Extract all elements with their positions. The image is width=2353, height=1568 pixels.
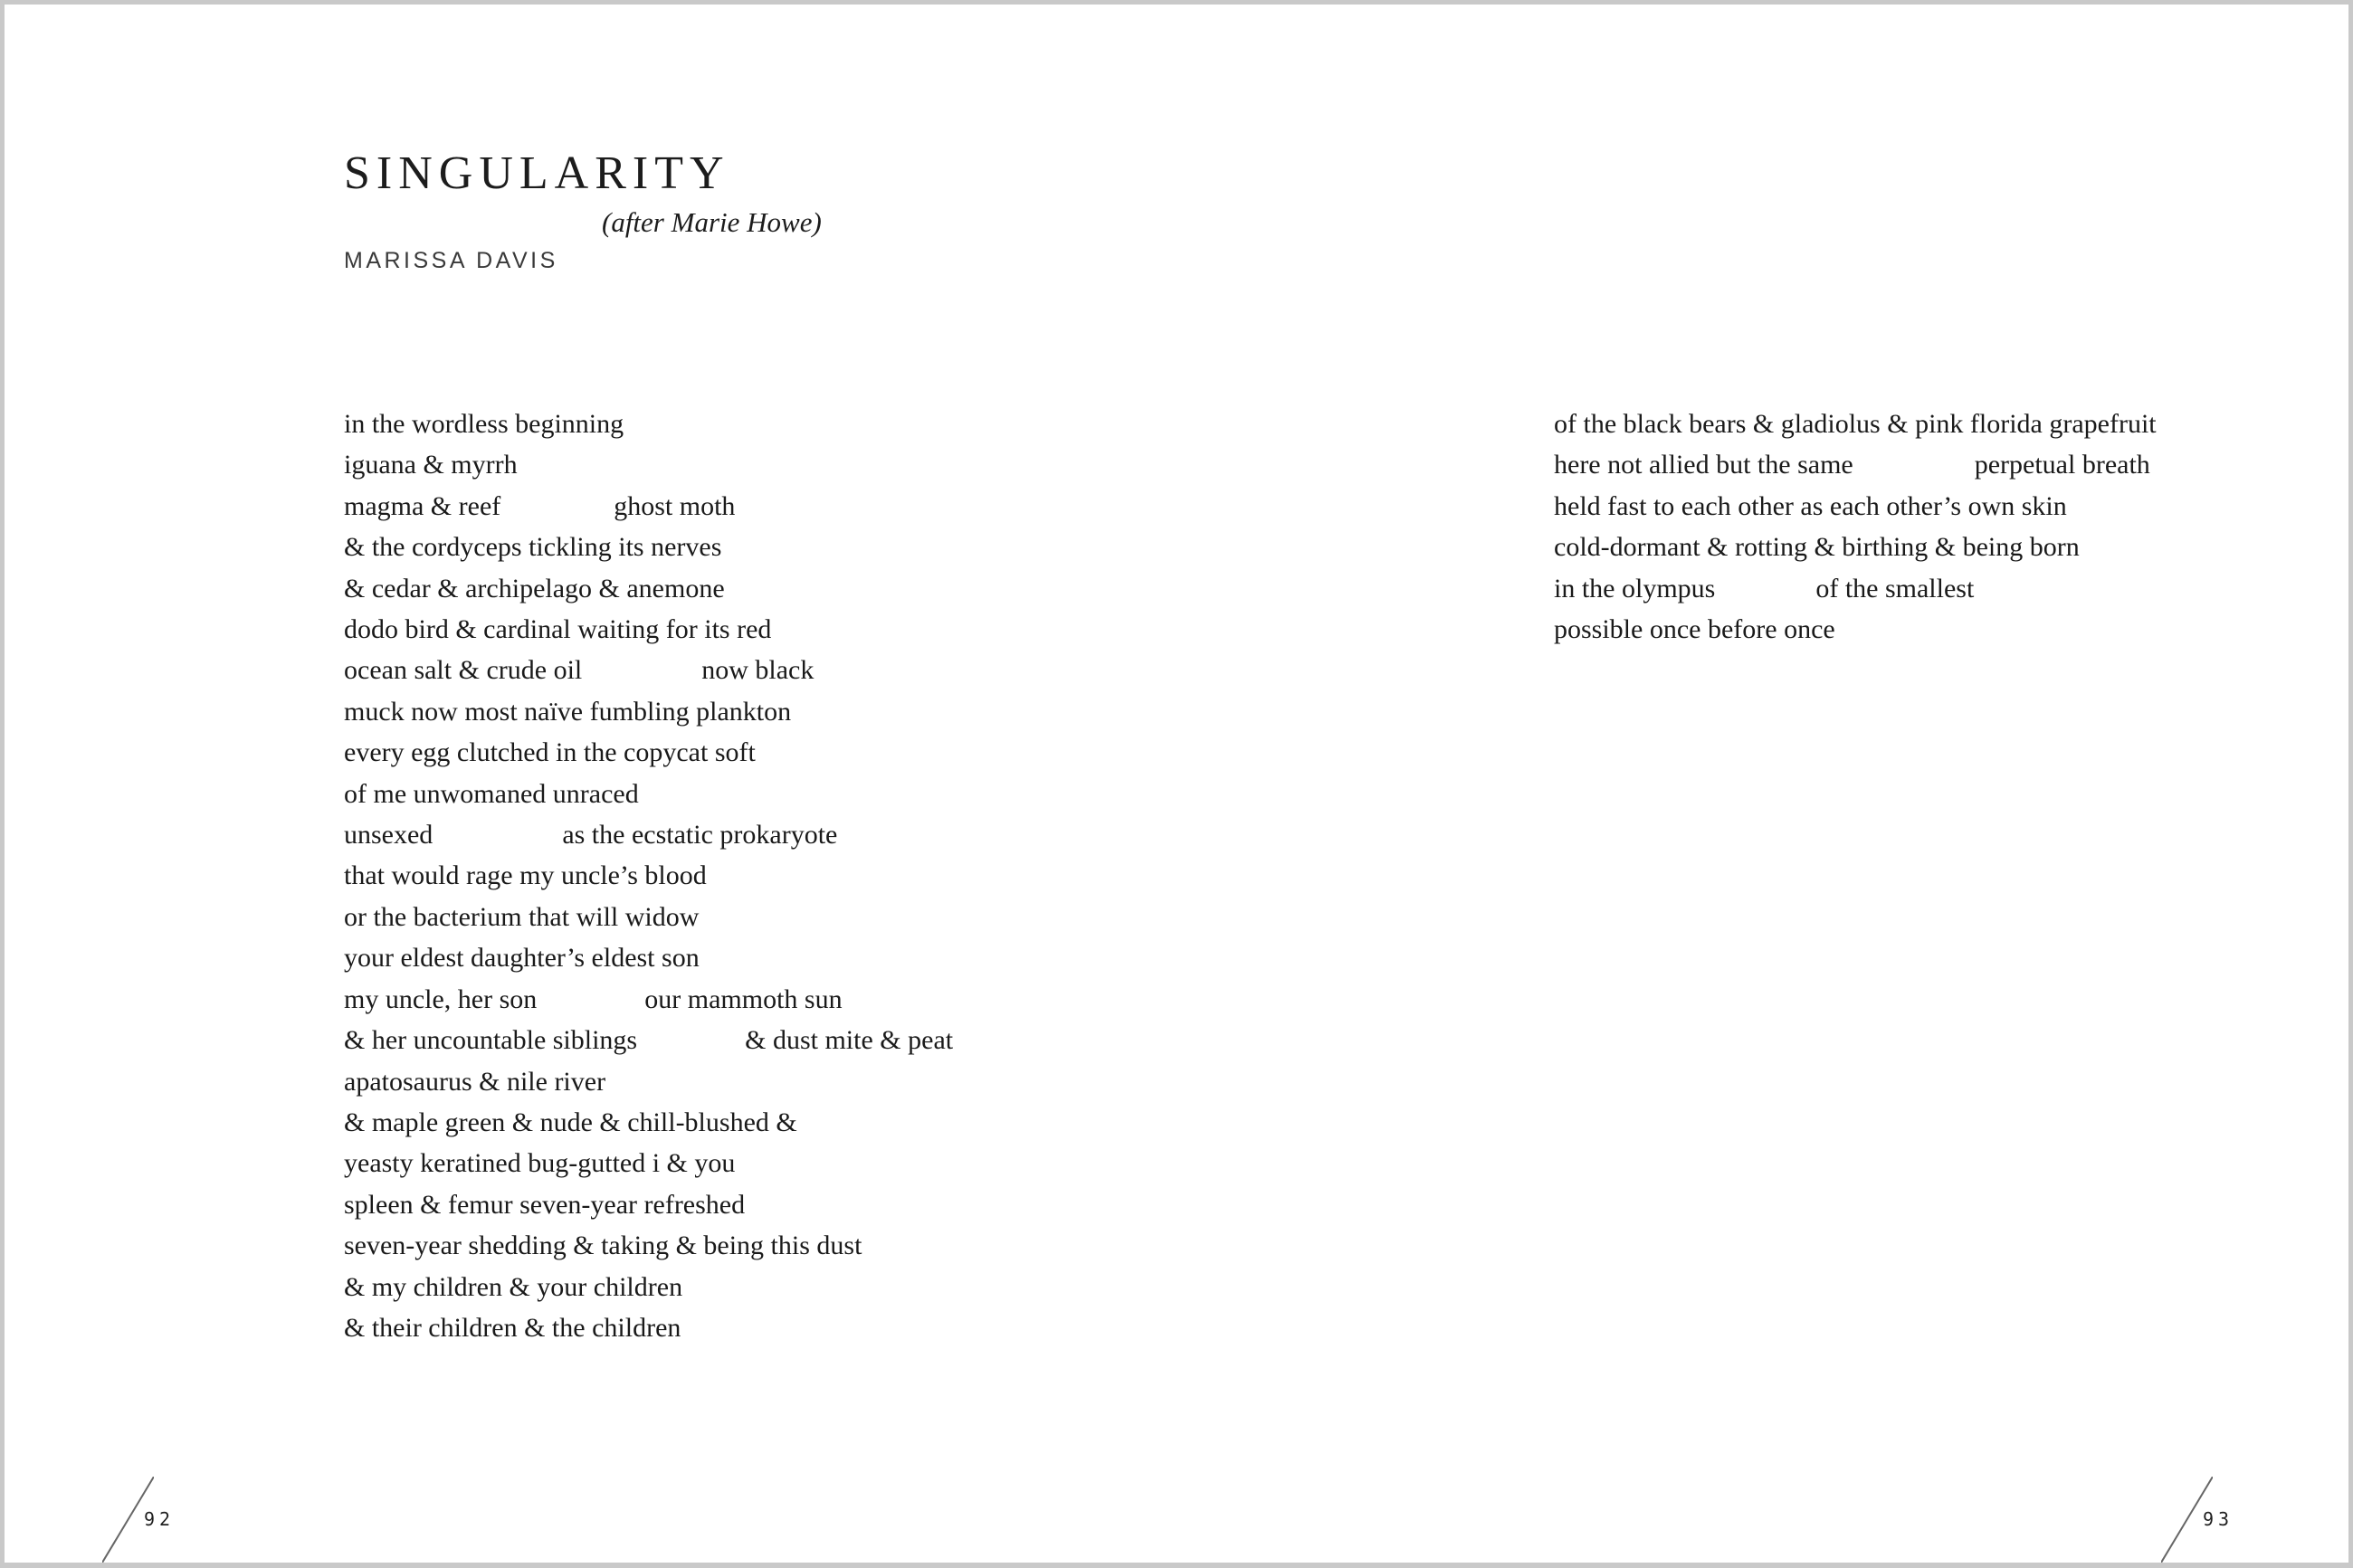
poem-line-segment: of the smallest — [1815, 573, 1975, 603]
poem-line — [1554, 444, 2157, 485]
poem-line — [344, 1225, 953, 1266]
poem-line — [1554, 527, 2157, 567]
poem-line-segment: perpetual breath — [1974, 450, 2150, 480]
poem-line — [344, 1267, 953, 1307]
poem-line-segment: & maple green & nude & chill-blushed & — [344, 1107, 797, 1137]
caesura-gap — [637, 1048, 745, 1049]
poem-line-segment: & my children & your children — [344, 1271, 683, 1302]
page-number-right: 93 — [2203, 1508, 2234, 1530]
book-spread — [5, 5, 2348, 1563]
caesura-gap — [433, 842, 562, 843]
poem-line-segment: ocean salt & crude oil — [344, 655, 583, 686]
poem-line-segment: of the black bears & gladiolus & pink florida grapefruit — [1554, 409, 2157, 439]
poem-line — [1554, 486, 2157, 527]
poem-line-segment: & the cordyceps tickling its nerves — [344, 532, 722, 563]
poem-line — [344, 444, 953, 485]
poem-line-segment: held fast to each other as each other’s own skin — [1554, 490, 2067, 521]
poem-line-segment: yeasty keratined bug-gutted i & you — [344, 1148, 736, 1179]
poem-line — [344, 1143, 953, 1183]
left-folio — [95, 1468, 204, 1568]
poem-line-segment: muck now most naïve fumbling plankton — [344, 696, 792, 727]
poem-author: MARISSA DAVIS — [344, 248, 558, 273]
poem-line — [344, 691, 953, 732]
poem-line — [344, 937, 953, 978]
poem-line-segment: seven-year shedding & taking & being this dust — [344, 1231, 862, 1261]
poem-line — [344, 1184, 953, 1225]
caesura-gap — [582, 678, 701, 679]
poem-line-segment: spleen & femur seven-year refreshed — [344, 1189, 746, 1220]
poem-line-segment: here not allied but the same — [1554, 450, 1853, 480]
poem-line-segment: or the bacterium that will widow — [344, 901, 700, 932]
page-number-left: 92 — [144, 1508, 176, 1530]
poem-dedication: (after Marie Howe) — [602, 206, 822, 238]
poem-line — [344, 527, 953, 567]
poem-right-column — [1554, 404, 2157, 650]
poem-line — [344, 568, 953, 609]
poem-line — [1554, 568, 2157, 609]
poem-line-segment: iguana & myrrh — [344, 450, 518, 480]
poem-line-segment: in the olympus — [1554, 573, 1716, 603]
poem-line — [344, 897, 953, 937]
poem-line-segment: our mammoth sun — [644, 984, 843, 1014]
poem-line-segment: of me unwomaned unraced — [344, 778, 639, 809]
poem-line-segment: possible once before once — [1554, 614, 1835, 645]
poem-line-segment: & her uncountable siblings — [344, 1025, 638, 1056]
poem-line — [344, 486, 953, 527]
poem-line-segment: unsexed — [344, 820, 433, 851]
poem-line-segment: & their children & the children — [344, 1312, 681, 1343]
poem-line — [344, 814, 953, 855]
poem-title: SINGULARITY — [344, 147, 730, 199]
poem-line — [344, 609, 953, 650]
poem-line-segment: your eldest daughter’s eldest son — [344, 943, 700, 974]
poem-line-segment: now black — [701, 655, 814, 686]
poem-line — [344, 404, 953, 444]
poem-line-segment: cold-dormant & rotting & birthing & being born — [1554, 532, 2080, 563]
poem-line — [344, 1102, 953, 1143]
poem-line-segment: ghost moth — [614, 490, 736, 521]
poem-line — [1554, 609, 2157, 650]
poem-line — [344, 1020, 953, 1060]
caesura-gap — [500, 514, 614, 515]
poem-line-segment: every egg clutched in the copycat soft — [344, 737, 756, 768]
poem-line-segment: in the wordless beginning — [344, 409, 624, 439]
poem-line — [344, 1061, 953, 1102]
poem-line — [344, 1307, 953, 1348]
right-folio — [2154, 1468, 2262, 1568]
caesura-gap — [537, 1007, 644, 1008]
poem-line-segment: that would rage my uncle’s blood — [344, 860, 707, 891]
caesura-gap — [1853, 472, 1975, 473]
poem-line-segment: & dust mite & peat — [745, 1025, 954, 1056]
poem-line — [344, 979, 953, 1020]
poem-line-segment: & cedar & archipelago & anemone — [344, 573, 725, 603]
poem-left-column — [344, 404, 953, 1348]
poem-line-segment: magma & reef — [344, 490, 501, 521]
poem-line — [344, 774, 953, 814]
poem-line — [1554, 404, 2157, 444]
poem-line-segment: as the ecstatic prokaryote — [562, 820, 838, 851]
caesura-gap — [1715, 596, 1815, 597]
poem-line — [344, 650, 953, 690]
poem-line — [344, 855, 953, 896]
poem-line-segment: dodo bird & cardinal waiting for its red — [344, 614, 772, 645]
poem-line — [344, 732, 953, 773]
poem-line-segment: my uncle, her son — [344, 984, 538, 1014]
poem-line-segment: apatosaurus & nile river — [344, 1066, 606, 1097]
